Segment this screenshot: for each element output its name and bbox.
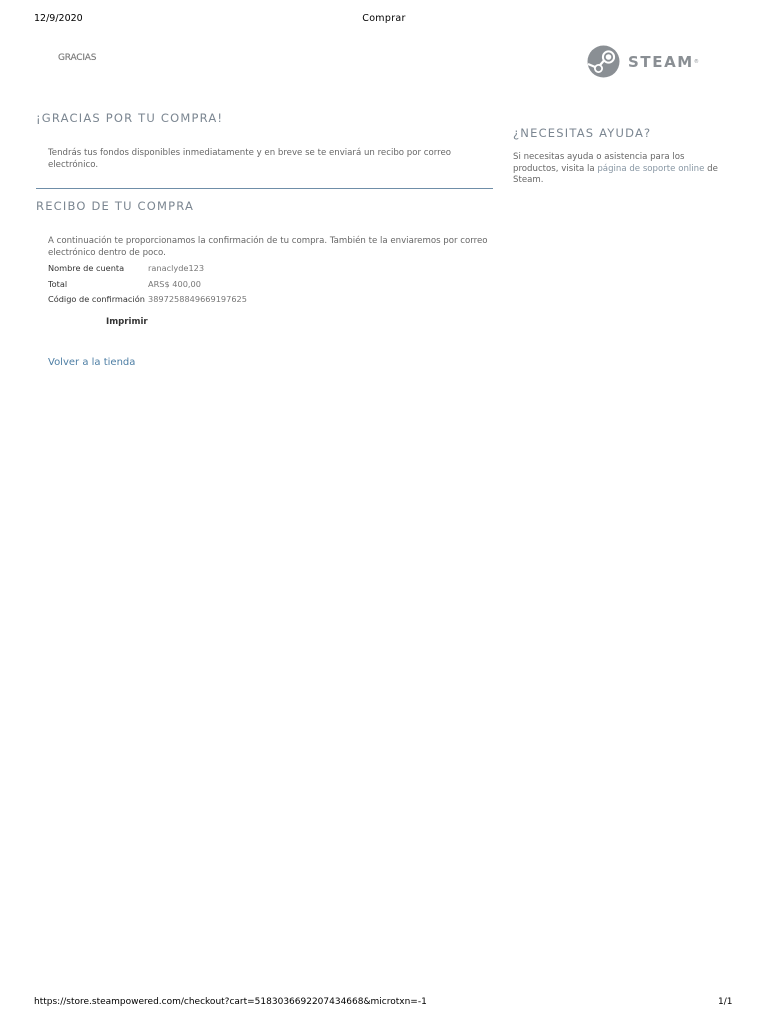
section-divider [36,188,493,189]
print-footer-url: https://store.steampowered.com/checkout?cart=5183036692207434668&microtxn=-1 [34,997,427,1007]
confirmation-code-value: 3897258849669197625 [148,294,247,304]
total-label: Total [48,279,68,289]
support-page-link[interactable]: página de soporte online [597,163,705,174]
thanks-heading: ¡GRACIAS POR TU COMPRA! [36,111,224,125]
account-name-label: Nombre de cuenta [48,263,125,273]
print-page-title: Comprar [362,13,406,24]
receipt-message: A continuación te proporcionamos la confirmación de tu compra. También te la enviaremos por correo electrónico dentro de poco. [48,236,488,258]
confirmation-code-label: Código de confirmación [48,294,145,304]
help-heading: ¿NECESITAS AYUDA? [513,126,652,140]
total-value: ARS$ 400,00 [148,279,201,289]
help-text-before: Si necesitas ayuda o asistencia para los productos, visita la [513,152,685,174]
print-date: 12/9/2020 [34,13,83,24]
steam-wordmark: STEAM [628,52,694,71]
help-text-after: de Steam. [513,163,718,185]
back-to-store-link[interactable]: Volver a la tienda [48,357,136,368]
print-page-number: 1/1 [718,997,733,1007]
help-message [513,152,728,187]
receipt-heading: RECIBO DE TU COMPRA [36,199,195,213]
steam-logo[interactable] [587,45,699,78]
gracias-logo: GRACIAS [58,53,97,63]
print-button[interactable]: Imprimir [106,317,148,327]
steam-trademark: ® [693,58,699,65]
steam-logo-icon [587,45,620,78]
thanks-message: Tendrás tus fondos disponibles inmediatamente y en breve se te enviará un recibo por correo electrónico. [48,148,452,170]
account-name-value: ranaclyde123 [148,263,205,273]
